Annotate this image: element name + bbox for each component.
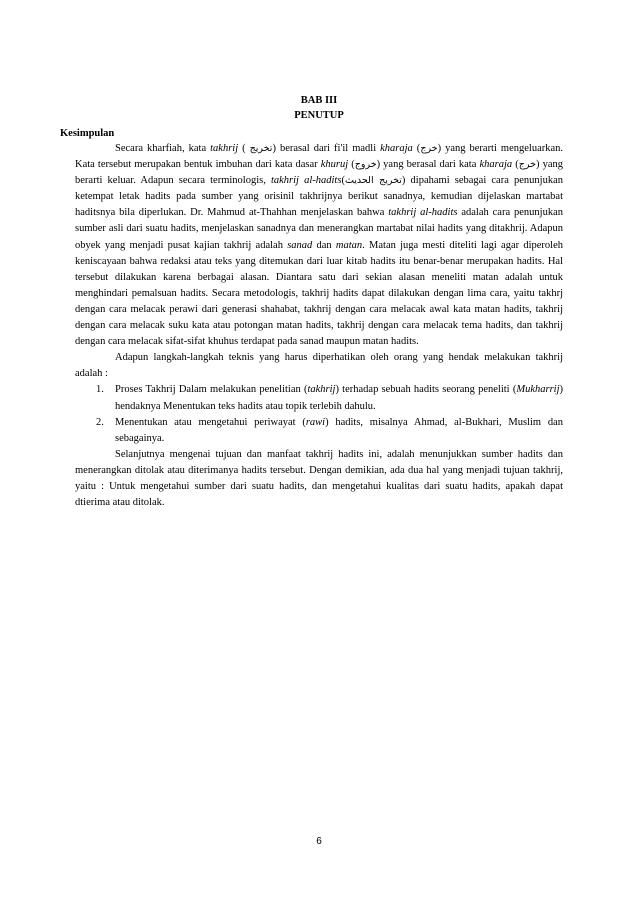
italic-term: rawi bbox=[305, 416, 326, 428]
italic-term: matan bbox=[335, 239, 363, 251]
section-heading: Kesimpulan bbox=[60, 128, 115, 139]
italic-term: takhrij al-hadits bbox=[270, 175, 342, 187]
chapter-label: BAB III bbox=[300, 95, 338, 106]
italic-term: takhrij bbox=[210, 143, 239, 154]
list-item bbox=[75, 415, 563, 447]
arabic-term: خرج bbox=[518, 159, 536, 171]
arabic-term: تخريج الحديث bbox=[344, 175, 402, 187]
list-item-number: 2. bbox=[96, 416, 104, 428]
italic-term: Mukharrij bbox=[516, 384, 560, 396]
list-item-number: 1. bbox=[96, 384, 104, 396]
paragraph-steps-intro: Adapun langkah-langkah teknis yang harus diperhatikan oleh orang yang hendak melakukan takhrij adalah : bbox=[75, 352, 563, 380]
body-text bbox=[75, 141, 563, 511]
italic-term: takhrij bbox=[307, 384, 336, 396]
list-item-text: Menentukan atau mengetahui periwayat (rawi) hadits, misalnya Ahmad, al-Bukhari, Muslim dan sebagainya. bbox=[115, 416, 563, 444]
steps-list bbox=[75, 382, 563, 446]
paragraph-definition: Secara kharfiah, kata takhrij ( تخريج) berasal dari fi'il madli kharaja (خرج) yang berarti mengeluarkan. Kata tersebut merupakan bentuk imbuhan dari kata dasar khuruj (خروج) yang berasal dari kata kharaja (خرج) yang berarti keluar. Adapun secara terminologis, takhrij al-hadits(تخريج الحديث) dipahami sebagai cara penunjukan ketempat letak hadits pada sumber yang orisinil takhrijnya berikut sanadnya, kemudian dijelaskan martabat haditsnya bila diperlukan. Dr. Mahmud at-Thahhan menjelaskan bahwa takhrij al-hadits adalah cara penunjukan sumber asli dari suatu hadits, menjelaskan sanadnya dan menerangkan martabat nilai hadits yang ditakhrij. Adapun obyek yang menjadi pusat kajian takhrij adalah sanad dan matan. Matan juga mesti diteliti lagi agar diperoleh keniscayaan bahwa redaksi atau teks yang ditemukan dari luar kitab hadits itu benar-benar merupakan hadits. Hal tersebut dilakukan karena berbagai alasan. Diantara satu dari sekian alasan meneliti matan adalah untuk menghindari pemalsuan hadits. Secara metodologis, takhrij hadits dapat dilakukan dengan lima cara, yaitu takhrj dengan cara melacak perawi dari generasi shahabat, takhrij dengan cara melacak awal kata matan hadits, takhrij dengan cara melacak suku kata atau potongan matan hadits, takhrij dengan cara melacak tema hadits, dan takhrij dengan cara melacak sifat-sifat khuhus terdapat pada sanad maupun matan hadits. bbox=[75, 143, 564, 348]
italic-term: sanad bbox=[287, 239, 313, 251]
italic-term: kharaja bbox=[479, 159, 513, 171]
list-item bbox=[75, 382, 563, 414]
italic-term: kharaja bbox=[380, 143, 413, 154]
arabic-term: تخريج bbox=[249, 143, 273, 154]
page-number: 6 bbox=[316, 836, 322, 847]
italic-term: takhrij al-hadits bbox=[388, 207, 458, 219]
list-item-text: Proses Takhrij Dalam melakukan penelitian (takhrij) terhadap sebuah hadits seorang peneliti (Mukharrij) hendaknya Menentukan teks hadits atau topik terlebih dahulu. bbox=[115, 384, 563, 412]
paragraph-purpose: Selanjutnya mengenai tujuan dan manfaat takhrij hadits ini, adalah menunjukkan sumber hadits dan menerangkan ditolak atau diterimanya hadits tersebut. Dengan demikian, ada dua hal yang menjadi tujuan takhrij, yaitu : Untuk mengetahui sumber dari suatu hadits, dan mengetahui kualitas dari suatu hadits, apakah dapat dtierima atau ditolak. bbox=[75, 448, 563, 509]
arabic-term: خرج bbox=[420, 143, 438, 154]
chapter-title: PENUTUP bbox=[294, 110, 344, 121]
arabic-term: خروج bbox=[354, 159, 377, 171]
italic-term: khuruj bbox=[320, 159, 349, 171]
